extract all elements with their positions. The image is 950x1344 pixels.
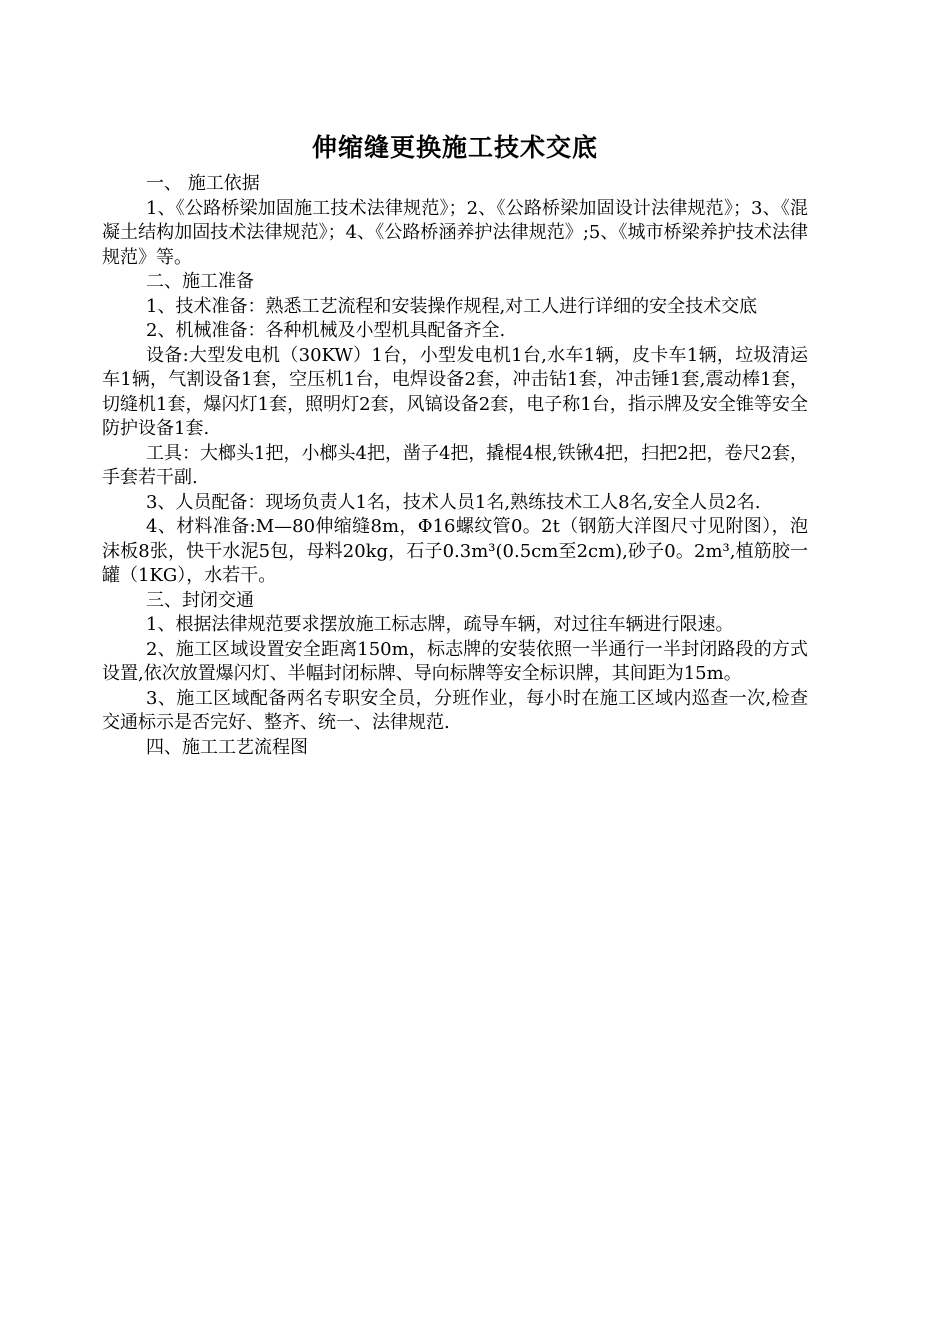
paragraph-traffic-signs: 1、根据法律规范要求摆放施工标志牌，疏导车辆，对过往车辆进行限速。: [146, 614, 734, 635]
paragraph-safety-officers: 3、施工区域配备两名专职安全员，分班作业，每小时在施工区域内巡查一次,检查交通标示是否完好、整齐、统一、法律规范.: [102, 687, 808, 733]
section-heading-flowchart: 四、施工工艺流程图: [146, 736, 308, 758]
paragraph-standards: 1、《公路桥梁加固施工技术法律规范》；2、《公路桥梁加固设计法律规范》；3、《混凝土结构加固技术法律规范》；4、《公路桥涵养护法律规范》;5、《城市桥梁养护技术法律规范》等。: [102, 197, 808, 268]
section-heading-basis: 一、 施工依据: [146, 173, 260, 194]
paragraph-technical-prep: 1、技术准备：熟悉工艺流程和安装操作规程,对工人进行详细的安全技术交底: [146, 295, 758, 317]
paragraph-equipment: 设备:大型发电机（30KW）1台，小型发电机1台,水车1辆，皮卡车1辆，垃圾清运车1辆，气割设备1套，空压机1台，电焊设备2套，冲击钻1套，冲击锤1套,震动棒1套，切缝机1套，爆闪灯1套，照明灯2套，风镐设备2套，电子称1台，指示牌及安全锥等安全防护设备1套.: [102, 344, 808, 439]
section-heading-traffic: 三、封闭交通: [146, 589, 254, 611]
paragraph-machinery-prep: 2、机械准备：各种机械及小型机具配备齐全.: [146, 320, 506, 341]
paragraph-materials: 4、材料准备:M—80伸缩缝8m，Φ16螺纹管0。2t（钢筋大洋图尺寸见附图），泡沫板8张，快干水泥5包，母料20kg，石子0.3m³(0.5cm至2cm),砂子0。2m³,植筋胶一罐（1KG），水若干。: [102, 516, 808, 586]
document-title: 伸缩缝更换施工技术交底: [311, 133, 598, 162]
section-heading-preparation: 二、施工准备: [146, 271, 254, 292]
paragraph-safety-distance: 2、施工区域设置安全距离150m，标志牌的安装依照一半通行一半封闭路段的方式设置,依次放置爆闪灯、半幅封闭标牌、导向标牌等安全标识牌，其间距为15m。: [102, 638, 808, 684]
paragraph-tools: 工具：大榔头1把，小榔头4把，凿子4把，撬棍4根,铁锹4把，扫把2把，卷尺2套，手套若干副.: [102, 442, 808, 488]
document-page: [102, 128, 808, 760]
paragraph-staffing: 3、人员配备：现场负责人1名，技术人员1名,熟练技术工人8名,安全人员2名.: [146, 491, 761, 513]
